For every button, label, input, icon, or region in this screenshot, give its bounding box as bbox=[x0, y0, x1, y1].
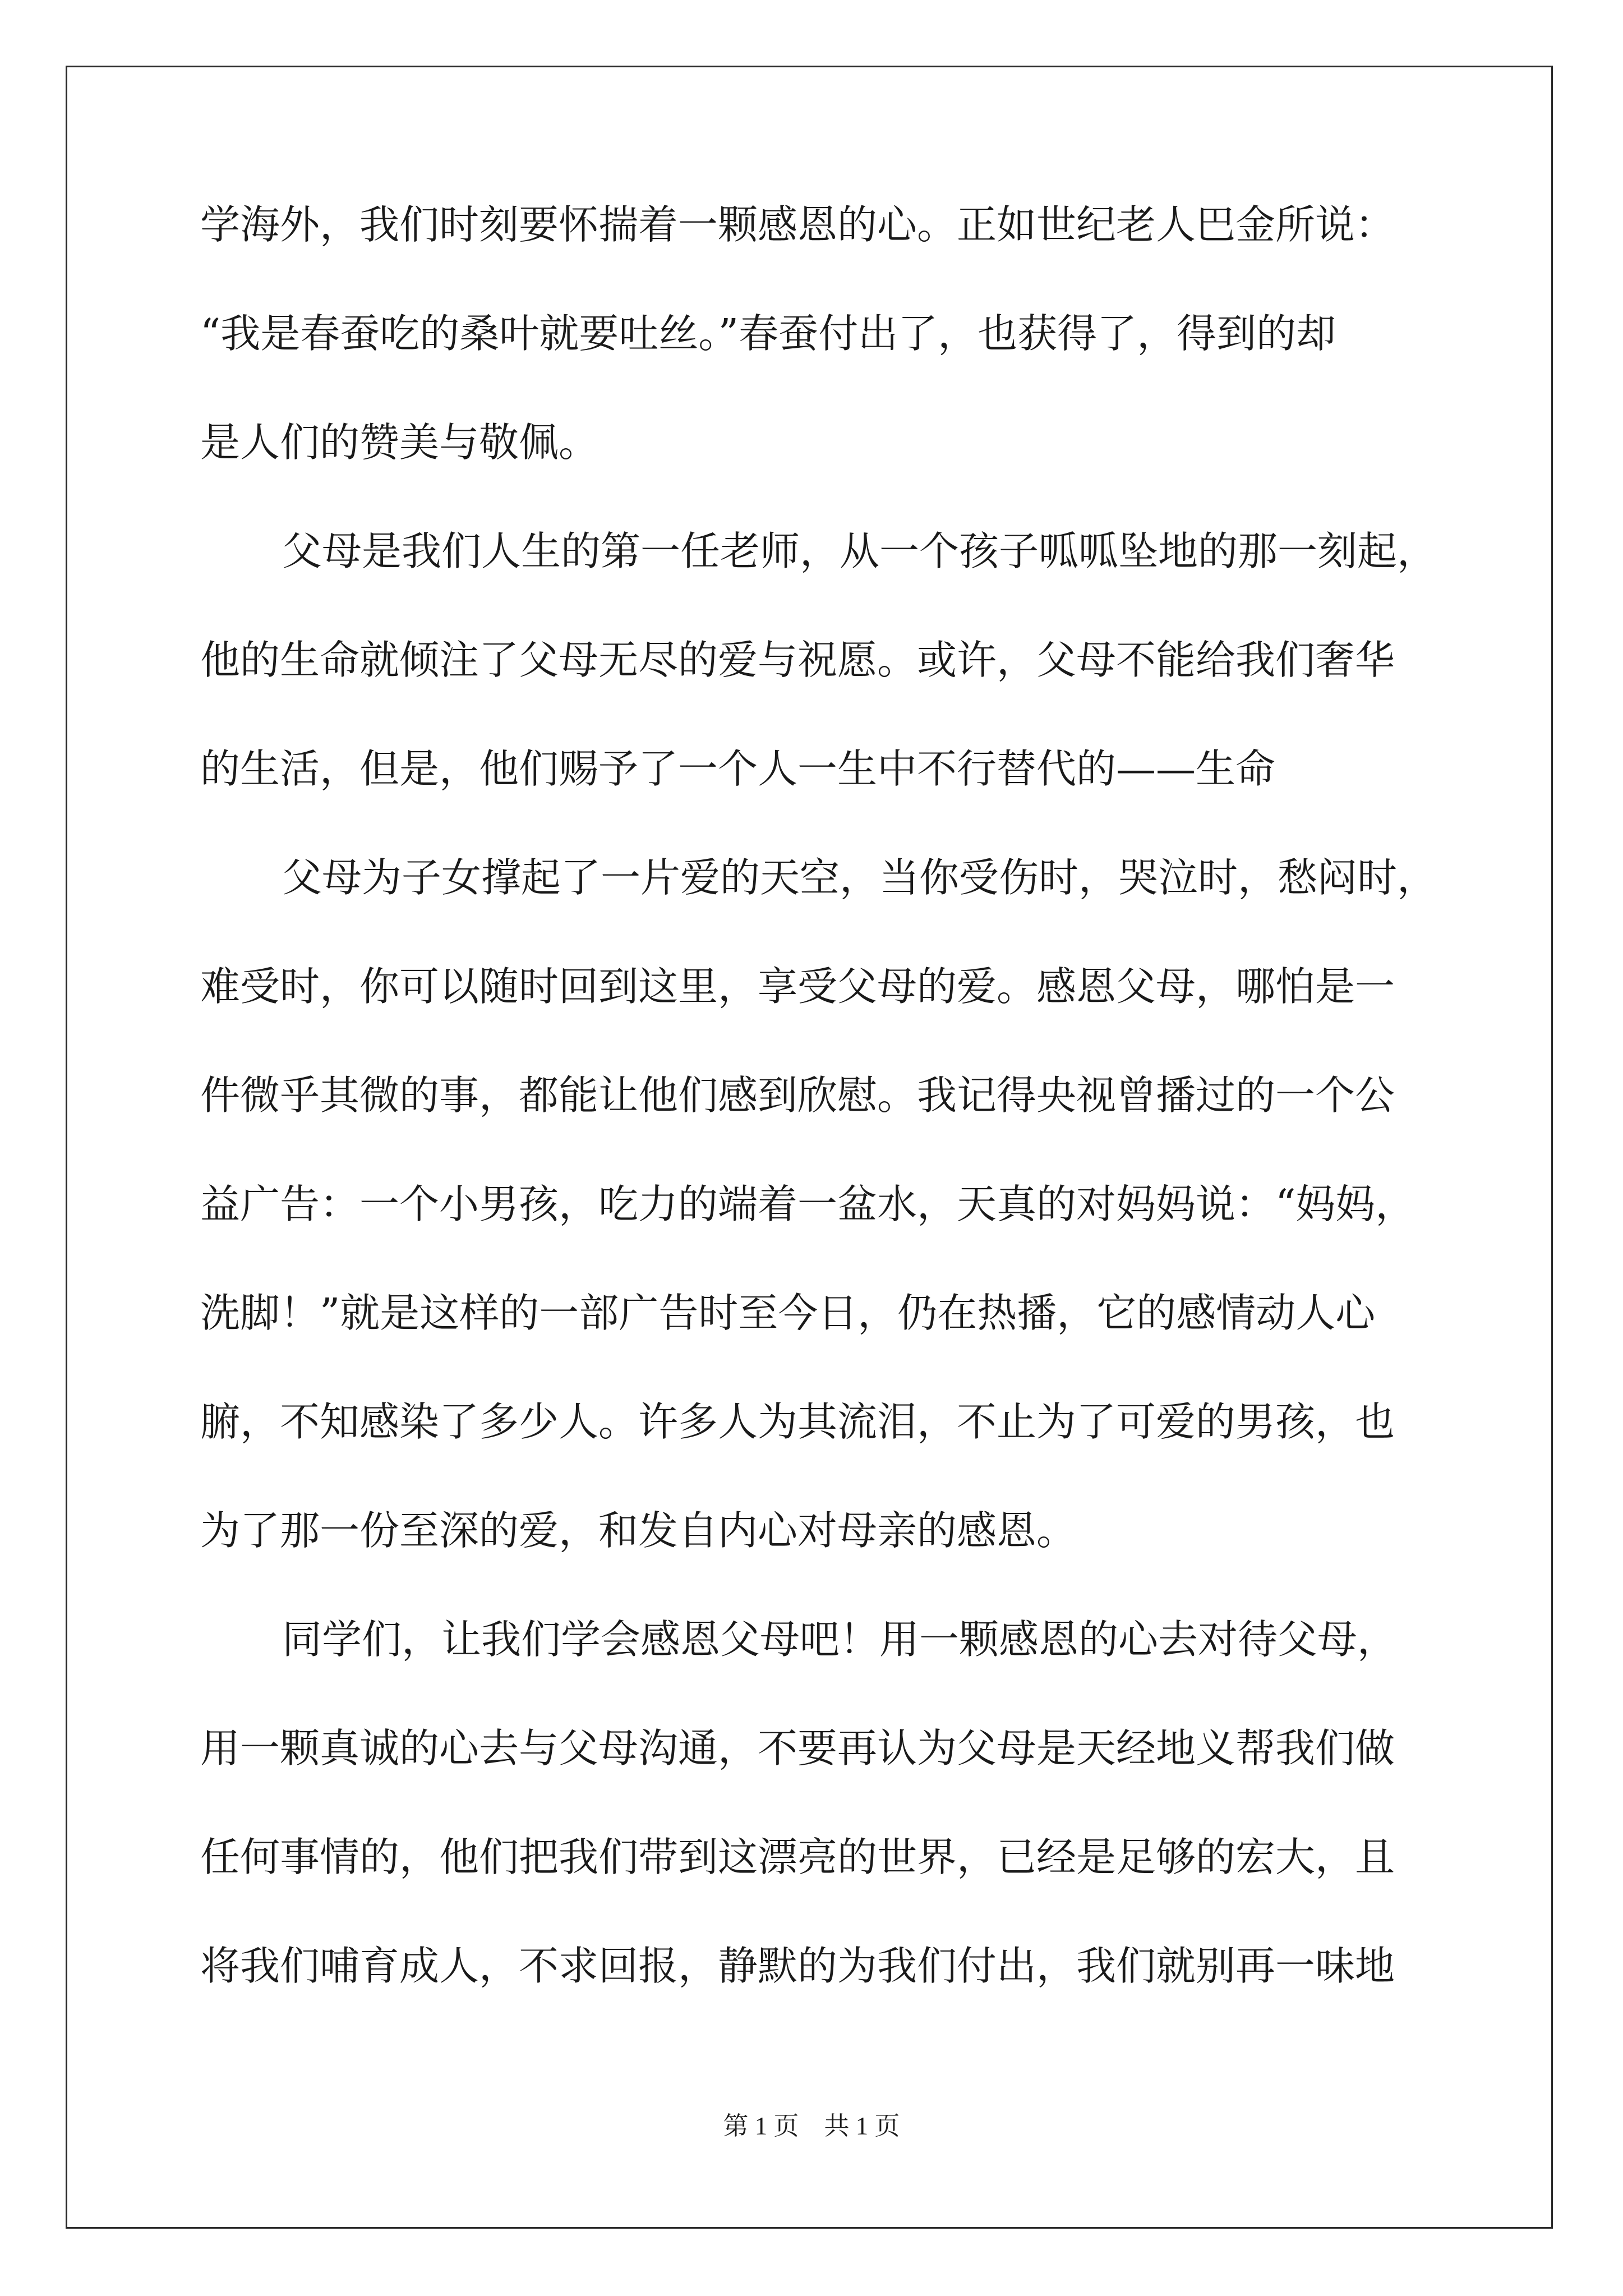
page-footer: 第 1 页 共 1 页 bbox=[723, 2112, 900, 2140]
text-line: 学海外，我们时刻要怀揣着一颗感恩的心。正如世纪老人巴金所说： bbox=[200, 201, 1395, 248]
text-line: 洗脚！”就是这样的一部广告时至今日，仍在热播，它的感情动人心 bbox=[200, 1290, 1376, 1336]
text-line: “我是春蚕吃的桑叶就要吐丝。”春蚕付出了，也获得了，得到的却 bbox=[200, 310, 1336, 357]
text-line: 益广告：一个小男孩，吃力的端着一盆水，天真的对妈妈说：“妈妈， bbox=[200, 1181, 1415, 1227]
document-body bbox=[200, 200, 1473, 1991]
text-line: 用一颗真诚的心去与父母沟通，不要再认为父母是天经地义帮我们做 bbox=[200, 1725, 1395, 1772]
text-line: 件微乎其微的事，都能让他们感到欣慰。我记得央视曾播过的一个公 bbox=[200, 1072, 1395, 1119]
text-line: 腑，不知感染了多少人。许多人为其流泪，不止为了可爱的男孩，也 bbox=[200, 1398, 1395, 1445]
text-line: 难受时，你可以随时回到这里，享受父母的爱。感恩父母，哪怕是一 bbox=[200, 963, 1395, 1010]
text-line: 他的生命就倾注了父母无尽的爱与祝愿。或许，父母不能给我们奢华 bbox=[200, 637, 1395, 683]
text-line: 将我们哺育成人，不求回报，静默的为我们付出，我们就别再一味地 bbox=[200, 1943, 1395, 1989]
text-line: 是人们的赞美与敬佩。 bbox=[200, 419, 599, 466]
paragraph-start-line: 父母是我们人生的第一任老师，从一个孩子呱呱坠地的那一刻起， bbox=[282, 528, 1437, 574]
paragraph-start-line: 父母为子女撑起了一片爱的天空，当你受伤时，哭泣时，愁闷时， bbox=[282, 854, 1437, 901]
text-line: 为了那一份至深的爱，和发自内心对母亲的感恩。 bbox=[200, 1507, 1077, 1554]
text-line: 的生活，但是，他们赐予了一个人一生中不行替代的——生命 bbox=[200, 746, 1276, 792]
paragraph-start-line: 同学们，让我们学会感恩父母吧！用一颗感恩的心去对待父母， bbox=[282, 1616, 1398, 1663]
text-line: 任何事情的，他们把我们带到这漂亮的世界，已经是足够的宏大，且 bbox=[200, 1834, 1395, 1880]
